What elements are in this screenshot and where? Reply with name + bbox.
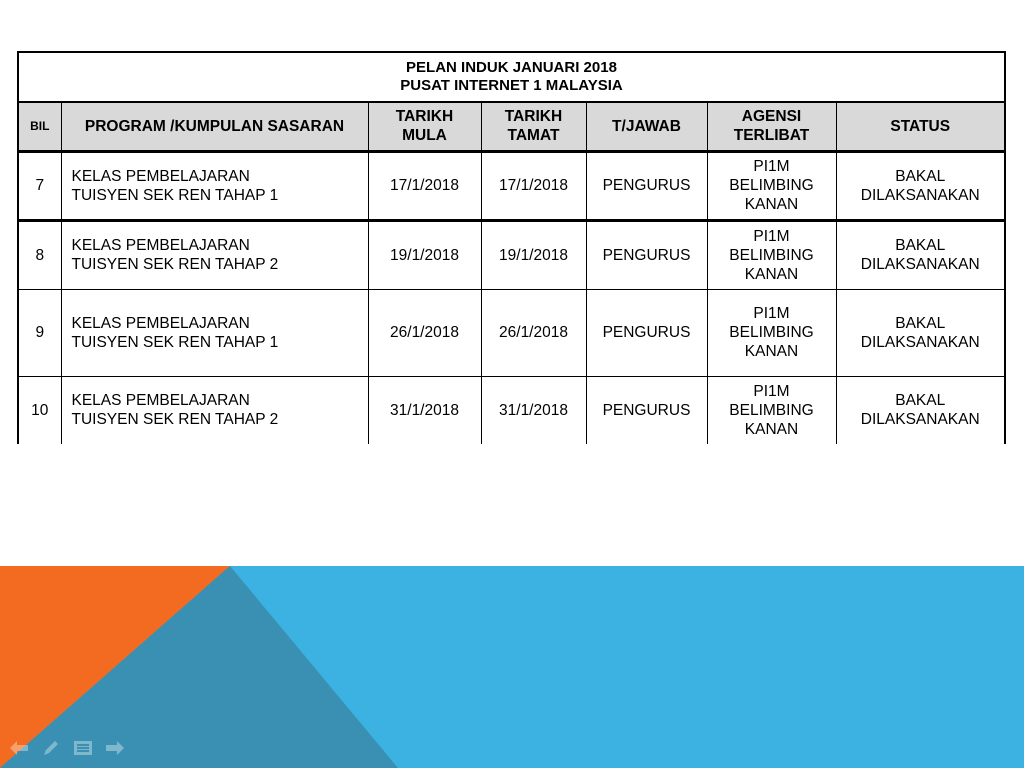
cell-status-line-2: DILAKSANAKAN bbox=[860, 333, 980, 351]
title-line-2: PUSAT INTERNET 1 MALAYSIA bbox=[400, 77, 623, 94]
cell-bil: 8 bbox=[18, 220, 61, 289]
header-tjawab: T/JAWAB bbox=[586, 102, 707, 151]
master-plan-table-container bbox=[17, 51, 1004, 444]
master-plan-table bbox=[17, 51, 1006, 444]
cell-program-line-2: TUISYEN SEK REN TAHAP 2 bbox=[71, 411, 279, 429]
cell-status bbox=[836, 289, 1005, 376]
cell-bil: 10 bbox=[18, 376, 61, 444]
cell-tarikh-mula: 17/1/2018 bbox=[368, 151, 481, 220]
cell-status bbox=[836, 151, 1005, 220]
cell-agensi bbox=[707, 376, 836, 444]
header-tarikh-mula bbox=[368, 102, 481, 151]
header-agensi-line-1: AGENSI bbox=[741, 108, 802, 126]
cell-program-line-1: KELAS PEMBELAJARAN bbox=[71, 314, 250, 332]
cell-status-line-2: DILAKSANAKAN bbox=[860, 256, 980, 273]
table-title bbox=[18, 52, 1005, 102]
table-row bbox=[18, 220, 1005, 289]
header-tarikh-tamat-line-2: TAMAT bbox=[507, 127, 560, 145]
cell-program bbox=[61, 376, 368, 444]
cell-tjawab: PENGURUS bbox=[586, 376, 707, 444]
header-tarikh-mula-line-2: MULA bbox=[402, 127, 447, 145]
header-tarikh-tamat-line-1: TARIKH bbox=[504, 108, 563, 126]
cell-agensi-line-2: BELIMBING bbox=[729, 401, 814, 419]
cell-status-line-2: DILAKSANAKAN bbox=[860, 411, 980, 429]
cell-tarikh-tamat: 26/1/2018 bbox=[481, 289, 586, 376]
cell-status-line-2: DILAKSANAKAN bbox=[860, 186, 980, 204]
cell-agensi bbox=[707, 289, 836, 376]
cell-agensi-line-3: KANAN bbox=[744, 196, 799, 213]
cell-tjawab: PENGURUS bbox=[586, 151, 707, 220]
cell-agensi-line-3: KANAN bbox=[744, 343, 799, 360]
cell-tarikh-mula: 31/1/2018 bbox=[368, 376, 481, 444]
table-row bbox=[18, 376, 1005, 444]
cell-bil: 9 bbox=[18, 289, 61, 376]
pen-icon[interactable] bbox=[40, 738, 62, 758]
cell-tarikh-tamat: 31/1/2018 bbox=[481, 376, 586, 444]
cell-status-line-1: BAKAL bbox=[895, 392, 946, 410]
cell-program-line-1: KELAS PEMBELAJARAN bbox=[71, 167, 250, 185]
cell-program bbox=[61, 151, 368, 220]
cell-agensi-line-1: PI1M bbox=[753, 227, 790, 245]
header-status: STATUS bbox=[836, 102, 1005, 151]
slideshow-nav bbox=[8, 738, 126, 758]
header-agensi bbox=[707, 102, 836, 151]
cell-agensi-line-3: KANAN bbox=[744, 420, 799, 438]
cell-agensi-line-1: PI1M bbox=[753, 305, 790, 322]
table-header-row bbox=[18, 102, 1005, 151]
forward-arrow-icon[interactable] bbox=[104, 738, 126, 758]
cell-tjawab: PENGURUS bbox=[586, 220, 707, 289]
cell-program-line-1: KELAS PEMBELAJARAN bbox=[71, 392, 250, 410]
cell-status bbox=[836, 220, 1005, 289]
cell-agensi bbox=[707, 151, 836, 220]
footer-decoration bbox=[0, 566, 1024, 768]
header-bil: BIL bbox=[18, 102, 61, 151]
table-row bbox=[18, 151, 1005, 220]
back-arrow-icon[interactable] bbox=[8, 738, 30, 758]
cell-status bbox=[836, 376, 1005, 444]
title-line-1: PELAN INDUK JANUARI 2018 bbox=[406, 59, 617, 76]
cell-status-line-1: BAKAL bbox=[895, 167, 946, 185]
cell-program-line-1: KELAS PEMBELAJARAN bbox=[71, 237, 250, 254]
cell-program-line-2: TUISYEN SEK REN TAHAP 1 bbox=[71, 333, 279, 351]
cell-program bbox=[61, 289, 368, 376]
cell-agensi bbox=[707, 220, 836, 289]
cell-agensi-line-2: BELIMBING bbox=[729, 246, 814, 264]
cell-agensi-line-1: PI1M bbox=[753, 382, 790, 400]
cell-agensi-line-2: BELIMBING bbox=[729, 177, 814, 194]
cell-tarikh-mula: 19/1/2018 bbox=[368, 220, 481, 289]
cell-status-line-1: BAKAL bbox=[895, 237, 946, 254]
cell-program-line-2: TUISYEN SEK REN TAHAP 1 bbox=[71, 186, 279, 204]
cell-tjawab: PENGURUS bbox=[586, 289, 707, 376]
cell-program bbox=[61, 220, 368, 289]
table-row bbox=[18, 289, 1005, 376]
cell-status-line-1: BAKAL bbox=[895, 314, 946, 332]
cell-agensi-line-1: PI1M bbox=[753, 158, 790, 175]
table-title-row bbox=[18, 52, 1005, 102]
cell-agensi-line-3: KANAN bbox=[744, 265, 799, 283]
menu-icon[interactable] bbox=[72, 738, 94, 758]
cell-bil: 7 bbox=[18, 151, 61, 220]
cell-tarikh-tamat: 19/1/2018 bbox=[481, 220, 586, 289]
cell-tarikh-mula: 26/1/2018 bbox=[368, 289, 481, 376]
cell-tarikh-tamat: 17/1/2018 bbox=[481, 151, 586, 220]
header-tarikh-mula-line-1: TARIKH bbox=[395, 108, 454, 126]
cell-program-line-2: TUISYEN SEK REN TAHAP 2 bbox=[71, 256, 279, 273]
header-tarikh-tamat bbox=[481, 102, 586, 151]
header-program: PROGRAM /KUMPULAN SASARAN bbox=[61, 102, 368, 151]
cell-agensi-line-2: BELIMBING bbox=[729, 324, 814, 341]
header-agensi-line-2: TERLIBAT bbox=[733, 127, 810, 145]
